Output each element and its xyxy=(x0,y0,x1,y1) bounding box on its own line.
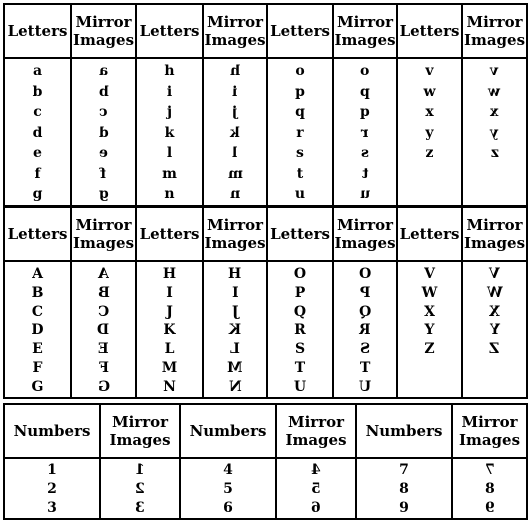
mirrored-character: E xyxy=(98,341,109,358)
character: v xyxy=(425,63,434,79)
mirrored-character: a xyxy=(98,63,109,79)
character: k xyxy=(164,124,175,141)
original-column xyxy=(356,458,452,519)
mirrored-character: y xyxy=(490,124,499,141)
mirrored-character: C xyxy=(97,303,110,320)
mirrored-character-line xyxy=(277,480,355,499)
mirrored-character: v xyxy=(490,63,499,79)
mirrored-character-line xyxy=(204,82,266,103)
character: Z xyxy=(424,341,435,358)
mirrored-character-line xyxy=(334,164,396,185)
mirrored-character: V xyxy=(489,266,500,282)
mirrored-character-line xyxy=(463,303,526,322)
mirrored-character: g xyxy=(98,186,109,202)
mirrored-character-line xyxy=(204,378,266,397)
character: w xyxy=(423,83,436,100)
mirrored-character-line xyxy=(463,82,526,103)
character: J xyxy=(166,303,173,320)
character: a xyxy=(32,63,43,79)
character: t xyxy=(296,165,304,182)
character: G xyxy=(31,378,44,395)
character: o xyxy=(295,63,305,79)
mirrored-character: R xyxy=(359,322,371,339)
character: I xyxy=(166,284,173,301)
character: 3 xyxy=(47,500,57,516)
mirrored-character-line xyxy=(204,61,266,82)
numbers-header: Numbers xyxy=(356,404,452,458)
character: j xyxy=(166,104,173,120)
mirrored-character-line xyxy=(72,321,135,340)
mirrored-character: 9 xyxy=(484,500,495,516)
mirrored-character-line xyxy=(72,143,135,164)
mirrored-character: d xyxy=(98,124,109,141)
mirrored-character-line xyxy=(204,359,266,378)
character: y xyxy=(425,124,434,141)
lowercase-body-row xyxy=(4,58,527,206)
original-column xyxy=(267,58,333,206)
character: O xyxy=(293,266,307,282)
original-column xyxy=(267,261,333,398)
character: 1 xyxy=(47,462,57,478)
original-column xyxy=(397,261,462,398)
character: 2 xyxy=(47,481,57,497)
mirrored-character: 5 xyxy=(311,481,321,497)
mirrored-character: 2 xyxy=(135,481,145,497)
mirrored-character-line xyxy=(334,265,396,284)
numbers-table xyxy=(3,403,528,520)
mirrored-character: c xyxy=(99,104,108,120)
mirrored-character-line xyxy=(334,61,396,82)
mirrored-character-line xyxy=(72,340,135,359)
mirrored-character: i xyxy=(232,83,238,100)
mirrored-character-line xyxy=(453,461,526,480)
character: s xyxy=(296,145,304,161)
original-column xyxy=(4,58,71,206)
mirrored-character-line xyxy=(463,143,526,164)
mirrored-character: 6 xyxy=(311,500,321,516)
character: 6 xyxy=(223,500,233,516)
letters-header: Letters xyxy=(136,4,203,58)
mirrored-character: q xyxy=(360,104,370,120)
letters-header: Letters xyxy=(267,207,333,261)
character: h xyxy=(164,63,175,79)
mirrored-character: s xyxy=(361,145,369,161)
uppercase-body-row xyxy=(4,261,527,398)
mirrored-character: 8 xyxy=(484,481,495,497)
mirrored-character: A xyxy=(98,266,109,282)
character: F xyxy=(32,359,43,376)
mirror-column xyxy=(71,58,136,206)
character: T xyxy=(294,359,306,376)
character: f xyxy=(34,165,41,182)
letters-header: Letters xyxy=(136,207,203,261)
character: M xyxy=(161,359,178,376)
mirrored-character: T xyxy=(359,359,371,376)
mirrored-character-line xyxy=(453,499,526,518)
lowercase-letters-table xyxy=(3,3,528,207)
character: g xyxy=(32,186,43,202)
original-column xyxy=(397,58,462,206)
character: q xyxy=(295,104,305,120)
mirrored-character: U xyxy=(358,378,372,395)
mirrored-character: 1 xyxy=(135,462,145,478)
character: r xyxy=(296,124,304,141)
mirrored-character-line xyxy=(453,480,526,499)
mirrored-character-line xyxy=(334,102,396,123)
mirrored-character: L xyxy=(230,341,240,358)
mirror-images-header: Mirror Images xyxy=(276,404,356,458)
character: C xyxy=(31,303,44,320)
original-column xyxy=(136,58,203,206)
mirrored-character-line xyxy=(463,321,526,340)
letters-header: Letters xyxy=(4,207,71,261)
mirror-images-header: Mirror Images xyxy=(333,4,397,58)
mirrored-character-line xyxy=(204,184,266,205)
mirrored-character-line xyxy=(72,284,135,303)
mirror-images-header: Mirror Images xyxy=(100,404,180,458)
mirror-column xyxy=(333,58,397,206)
mirrored-character-line xyxy=(204,303,266,322)
mirrored-character-line xyxy=(101,461,179,480)
numbers-header-row xyxy=(4,404,527,458)
mirrored-character-line xyxy=(204,340,266,359)
mirrored-character: o xyxy=(360,63,370,79)
character: 9 xyxy=(399,500,409,516)
mirrored-character-line xyxy=(72,82,135,103)
mirrored-character: k xyxy=(230,124,240,141)
mirrored-character: K xyxy=(228,322,242,339)
mirrored-character: 7 xyxy=(484,462,495,478)
mirrored-character: t xyxy=(361,165,369,182)
mirrored-character-line xyxy=(204,284,266,303)
character: R xyxy=(294,322,306,339)
mirrored-character: f xyxy=(100,165,107,182)
character: m xyxy=(162,165,177,182)
mirror-images-header: Mirror Images xyxy=(203,4,267,58)
character: 5 xyxy=(223,481,233,497)
character: n xyxy=(164,186,175,202)
character: i xyxy=(166,83,173,100)
mirrored-character: S xyxy=(359,341,371,358)
mirrored-character-line xyxy=(204,265,266,284)
mirror-images-header: Mirror Images xyxy=(71,4,136,58)
mirrored-character-line xyxy=(72,359,135,378)
mirrored-character-line xyxy=(334,303,396,322)
mirrored-character-line xyxy=(204,102,266,123)
mirror-column xyxy=(100,458,180,519)
mirror-column xyxy=(452,458,527,519)
mirror-images-header: Mirror Images xyxy=(333,207,397,261)
mirror-column xyxy=(333,261,397,398)
character: V xyxy=(424,266,435,282)
mirrored-character-line xyxy=(334,82,396,103)
mirror-column xyxy=(462,58,527,206)
numbers-body-row xyxy=(4,458,527,519)
mirrored-character: j xyxy=(232,104,238,120)
mirrored-character: W xyxy=(486,284,503,301)
character: e xyxy=(33,145,42,161)
mirrored-character: p xyxy=(360,83,370,100)
character: b xyxy=(32,83,43,100)
character: Q xyxy=(293,303,307,320)
mirrored-character: N xyxy=(228,378,242,395)
mirror-images-header: Mirror Images xyxy=(452,404,527,458)
mirrored-character: Z xyxy=(489,341,500,358)
mirrored-character: Q xyxy=(358,303,372,320)
mirrored-character: u xyxy=(359,186,371,202)
mirrored-character-line xyxy=(334,184,396,205)
mirrored-character: r xyxy=(361,124,369,141)
character: p xyxy=(295,83,305,100)
mirrored-character-line xyxy=(277,499,355,518)
character: P xyxy=(294,284,306,301)
character: B xyxy=(31,284,44,301)
character: K xyxy=(163,322,176,339)
mirrored-character-line xyxy=(463,102,526,123)
mirrored-character: w xyxy=(488,83,501,100)
mirrored-character: J xyxy=(231,303,239,320)
mirrored-character-line xyxy=(204,164,266,185)
original-column xyxy=(4,458,100,519)
mirrored-character: D xyxy=(97,322,110,339)
mirror-images-header: Mirror Images xyxy=(462,207,527,261)
uppercase-header-row xyxy=(4,207,527,261)
mirrored-character: X xyxy=(489,303,500,320)
character: X xyxy=(424,303,435,320)
character: c xyxy=(33,104,42,120)
character: H xyxy=(162,266,177,282)
mirrored-character: I xyxy=(231,284,239,301)
mirrored-character: P xyxy=(359,284,371,301)
mirrored-character: B xyxy=(97,284,110,301)
character: D xyxy=(31,322,44,339)
character: x xyxy=(425,104,434,120)
character: A xyxy=(32,266,43,282)
character: S xyxy=(294,341,306,358)
mirrored-character-line xyxy=(101,499,179,518)
mirrored-character: 3 xyxy=(135,500,145,516)
uppercase-letters-table xyxy=(3,206,528,399)
mirrored-character: b xyxy=(98,83,109,100)
mirror-column xyxy=(462,261,527,398)
mirrored-character-line xyxy=(72,265,135,284)
mirrored-character-line xyxy=(72,378,135,397)
original-column xyxy=(180,458,276,519)
mirrored-character: G xyxy=(97,378,110,395)
mirrored-character-line xyxy=(72,303,135,322)
mirror-images-header: Mirror Images xyxy=(71,207,136,261)
letters-header: Letters xyxy=(397,207,462,261)
character: z xyxy=(425,145,434,161)
mirrored-character-line xyxy=(72,123,135,144)
mirrored-character: h xyxy=(229,63,241,79)
mirrored-character: x xyxy=(490,104,499,120)
mirrored-character: O xyxy=(358,266,372,282)
mirror-column xyxy=(203,261,267,398)
mirrored-character-line xyxy=(72,184,135,205)
numbers-header: Numbers xyxy=(4,404,100,458)
character: W xyxy=(421,284,438,301)
mirrored-character-line xyxy=(72,102,135,123)
mirrored-character-line xyxy=(463,284,526,303)
character: u xyxy=(294,186,306,202)
mirrored-character-line xyxy=(463,265,526,284)
character: L xyxy=(164,341,175,358)
mirrored-character-line xyxy=(334,359,396,378)
letters-header: Letters xyxy=(4,4,71,58)
mirrored-character-line xyxy=(334,284,396,303)
mirrored-character: z xyxy=(490,145,499,161)
character: 7 xyxy=(399,462,409,478)
mirrored-character-line xyxy=(204,143,266,164)
character: E xyxy=(32,341,43,358)
mirrored-character: H xyxy=(228,266,242,282)
mirrored-character-line xyxy=(463,340,526,359)
mirrored-character: M xyxy=(227,359,243,376)
mirrored-character-line xyxy=(101,480,179,499)
letters-header: Letters xyxy=(267,4,333,58)
mirrored-character-line xyxy=(463,123,526,144)
mirrored-character-line xyxy=(463,61,526,82)
character: d xyxy=(32,124,43,141)
mirrored-character: l xyxy=(232,145,238,161)
mirrored-character-line xyxy=(334,378,396,397)
mirror-column xyxy=(71,261,136,398)
character: 8 xyxy=(399,481,409,497)
mirrored-character: Y xyxy=(489,322,500,339)
mirrored-character-line xyxy=(72,61,135,82)
mirrored-character-line xyxy=(277,461,355,480)
mirrored-character-line xyxy=(334,340,396,359)
lowercase-header-row xyxy=(4,4,527,58)
mirrored-character-line xyxy=(204,321,266,340)
character: U xyxy=(293,378,307,395)
mirrored-character: e xyxy=(99,145,108,161)
original-column xyxy=(4,261,71,398)
character: 4 xyxy=(223,462,233,478)
mirror-column xyxy=(276,458,356,519)
mirrored-character-line xyxy=(334,321,396,340)
character: l xyxy=(166,145,173,161)
mirrored-character: m xyxy=(227,165,243,182)
mirrored-character-line xyxy=(204,123,266,144)
character: Y xyxy=(424,322,435,339)
letters-header: Letters xyxy=(397,4,462,58)
mirrored-character-line xyxy=(72,164,135,185)
mirror-images-header: Mirror Images xyxy=(203,207,267,261)
mirrored-character-line xyxy=(334,143,396,164)
mirrored-character: 4 xyxy=(311,462,321,478)
mirrored-character: F xyxy=(98,359,109,376)
mirrored-character-line xyxy=(334,123,396,144)
numbers-header: Numbers xyxy=(180,404,276,458)
character: N xyxy=(163,378,176,395)
mirror-column xyxy=(203,58,267,206)
mirrored-character: n xyxy=(229,186,241,202)
original-column xyxy=(136,261,203,398)
mirror-images-header: Mirror Images xyxy=(462,4,527,58)
